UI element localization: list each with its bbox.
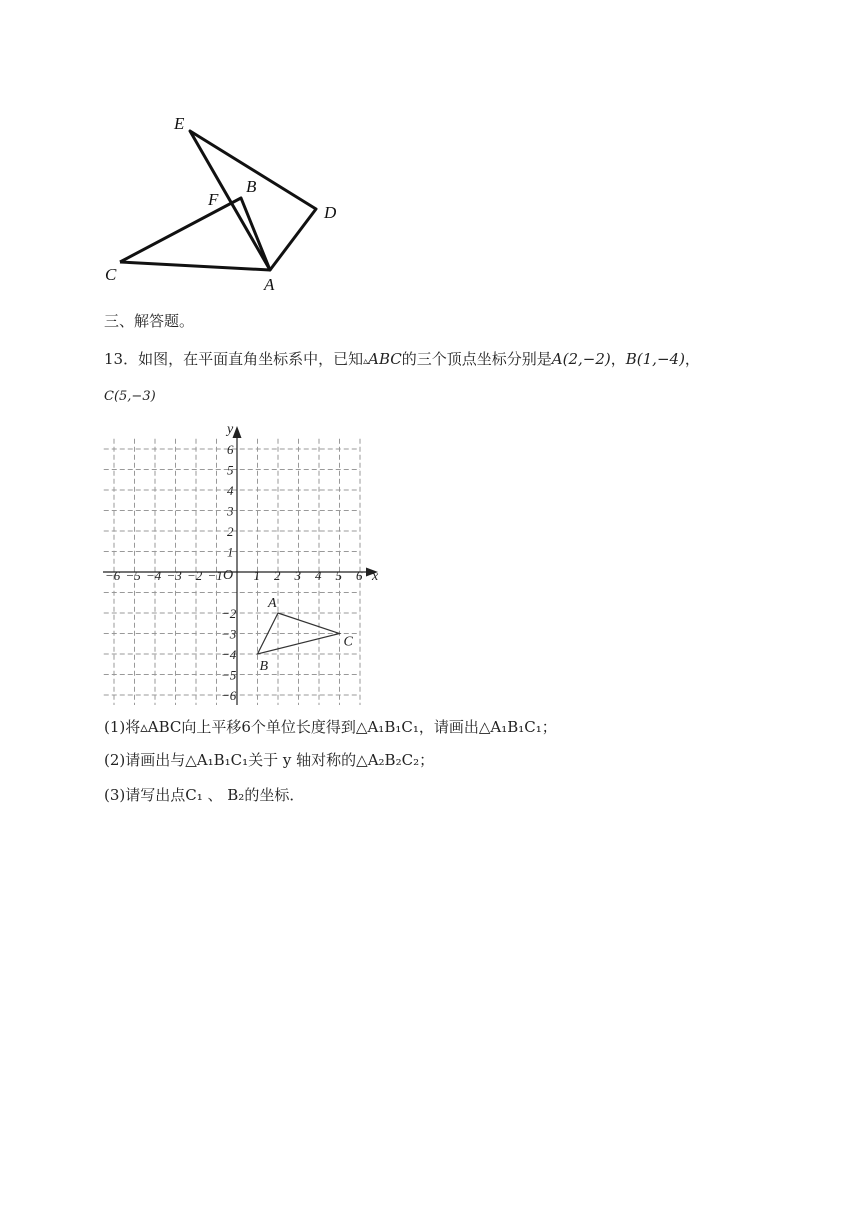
stem-mid: 的三个顶点坐标分别是 xyxy=(401,350,552,368)
y-tick-label: −6 xyxy=(221,688,237,703)
coord-A: A(2,−2) xyxy=(551,350,611,368)
label-C: C xyxy=(105,265,117,284)
x-tick-label: −1 xyxy=(207,568,223,583)
section-heading: 三、解答题。 xyxy=(104,312,195,330)
x-tick-label: −6 xyxy=(105,568,121,583)
x-tick-label: 2 xyxy=(274,568,281,583)
y-tick-label: −2 xyxy=(221,606,237,621)
vertex-label-a: A xyxy=(268,596,277,611)
label-A: A xyxy=(264,275,275,294)
separator-1: ， xyxy=(610,350,626,368)
task-2-text: 请画出与△A₁B₁C₁关于 y 轴对称的△A₂B₂C₂； xyxy=(125,751,435,769)
y-tick-label: 6 xyxy=(227,442,234,457)
x-tick-label: 3 xyxy=(294,568,301,583)
y-tick-label: 5 xyxy=(227,462,234,478)
coordinate-grid xyxy=(100,420,390,705)
task-1 xyxy=(104,717,557,737)
x-tick-label: 4 xyxy=(315,568,322,583)
x-tick-label: 6 xyxy=(356,568,363,583)
task-3 xyxy=(104,785,304,805)
y-axis-label: y xyxy=(227,422,234,437)
label-B: B xyxy=(246,177,257,196)
task-3-prefix: (3) xyxy=(104,786,126,804)
x-tick-label: −4 xyxy=(146,568,162,583)
vertex-label-c: C xyxy=(343,634,353,650)
coord-B: B(1,−4) xyxy=(625,350,685,368)
question-number: 13． xyxy=(104,350,139,368)
geometry-figure xyxy=(100,110,360,300)
x-tick-label: −3 xyxy=(166,568,182,583)
x-tick-label: 1 xyxy=(253,568,260,583)
task-1-prefix: (1) xyxy=(104,718,126,736)
origin-label: O xyxy=(223,568,234,583)
task-1-text: 将▵ABC向上平移6个单位长度得到△A₁B₁C₁，请画出△A₁B₁C₁； xyxy=(125,718,557,736)
label-D: D xyxy=(324,203,337,222)
triangle-name: ABC xyxy=(368,350,402,368)
x-tick-label: 5 xyxy=(335,568,342,583)
task-3-text: 请写出点C₁ 、 B₂的坐标． xyxy=(125,786,305,804)
axes xyxy=(103,426,378,705)
vertex-label-b: B xyxy=(259,659,269,674)
task-2-prefix: (2) xyxy=(104,751,126,769)
separator-2: ， xyxy=(684,350,700,368)
triangle-CBA xyxy=(120,198,270,270)
x-tick-label: −2 xyxy=(187,568,203,583)
y-tick-label: 3 xyxy=(227,503,234,519)
question-stem xyxy=(104,349,700,372)
coord-C: C(5,−3) xyxy=(104,389,156,404)
y-tick-label: 1 xyxy=(227,544,234,560)
task-2 xyxy=(104,750,434,770)
stem-pre: 如图，在平面直角坐标系中，已知 xyxy=(138,350,364,368)
label-F: F xyxy=(208,190,219,209)
x-tick-label: −5 xyxy=(125,568,141,583)
triangle-symbol: ▵ xyxy=(363,356,369,367)
y-tick-label: −5 xyxy=(221,667,237,683)
y-tick-label: −3 xyxy=(221,626,237,642)
y-tick-label: 2 xyxy=(227,524,234,539)
y-tick-label: −4 xyxy=(221,647,237,662)
y-axis-arrow xyxy=(233,426,242,438)
y-tick-label: 4 xyxy=(227,483,234,498)
x-axis-label: x xyxy=(372,569,379,584)
label-E: E xyxy=(174,114,185,133)
